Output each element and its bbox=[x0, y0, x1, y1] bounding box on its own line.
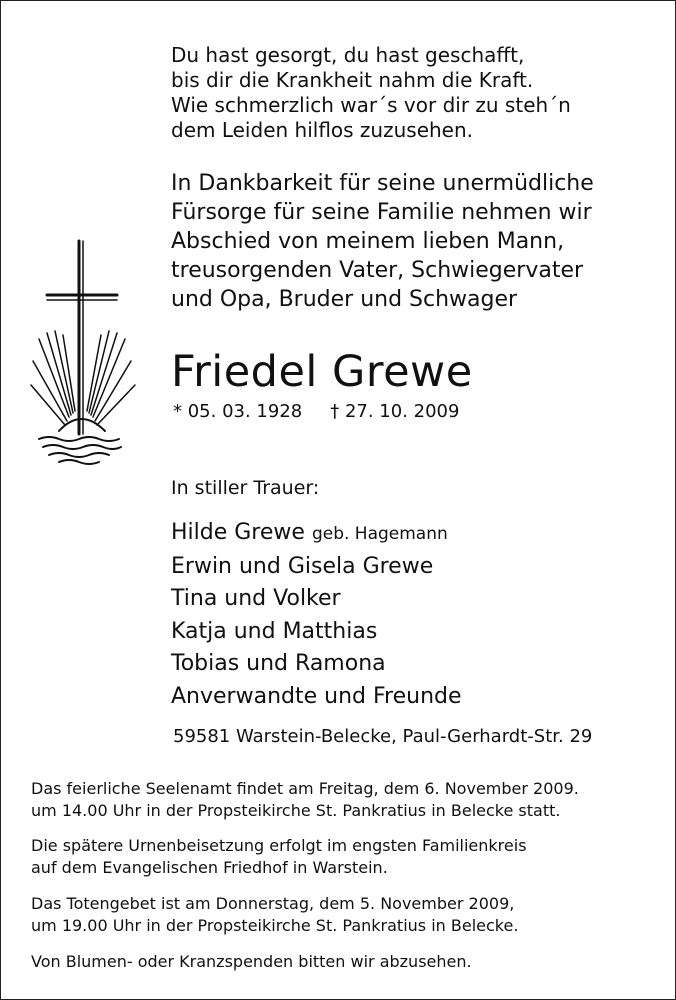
wife-maiden-name: geb. Hagemann bbox=[311, 524, 448, 544]
notice-line: Von Blumen- oder Kranzspenden bitten wir abzusehen. bbox=[31, 952, 472, 971]
family-member: Erwin und Gisela Grewe bbox=[171, 553, 434, 579]
wife-name: Hilde Grewe bbox=[171, 520, 305, 545]
poem-verse bbox=[171, 43, 571, 143]
intro-line: Fürsorge für seine Familie nehmen wir bbox=[171, 200, 592, 225]
family-member: Tina und Volker bbox=[171, 586, 341, 611]
notice-burial bbox=[31, 835, 527, 879]
notice-prayer bbox=[31, 893, 518, 937]
intro-text bbox=[171, 169, 594, 314]
poem-line: Wie schmerzlich war´s vor dir zu steh´n bbox=[171, 93, 571, 117]
notice-flowers bbox=[31, 951, 472, 973]
notice-requiem bbox=[31, 778, 579, 822]
notice-line: Das Totengebet ist am Donnerstag, dem 5. November 2009, bbox=[31, 894, 515, 913]
intro-line: und Opa, Bruder und Schwager bbox=[171, 287, 518, 312]
mourning-label: In stiller Trauer: bbox=[171, 477, 320, 499]
notice-line: um 14.00 Uhr in der Propsteikirche St. Pankratius in Belecke statt. bbox=[31, 801, 561, 820]
cross-sunrise-icon bbox=[29, 239, 139, 469]
family-member: Tobias und Ramona bbox=[171, 651, 386, 676]
poem-line: dem Leiden hilflos zuzusehen. bbox=[171, 118, 474, 142]
notice-line: um 19.00 Uhr in der Propsteikirche St. Pankratius in Belecke. bbox=[31, 916, 519, 935]
family-member: Anverwandte und Freunde bbox=[171, 683, 462, 709]
deceased-name: Friedel Grewe bbox=[171, 347, 473, 397]
family-member: Katja und Matthias bbox=[171, 618, 378, 644]
death-date: † 27. 10. 2009 bbox=[330, 401, 460, 422]
poem-line: bis dir die Krankheit nahm die Kraft. bbox=[171, 68, 534, 92]
notice-line: auf dem Evangelischen Friedhof in Warstein. bbox=[31, 858, 388, 877]
intro-line: In Dankbarkeit für seine unermüdliche bbox=[171, 171, 594, 196]
birth-date: * 05. 03. 1928 bbox=[173, 401, 303, 422]
poem-line: Du hast gesorgt, du hast geschafft, bbox=[171, 43, 525, 67]
address: 59581 Warstein-Belecke, Paul-Gerhardt-Str. 29 bbox=[173, 726, 593, 747]
notice-line: Die spätere Urnenbeisetzung erfolgt im engsten Familienkreis bbox=[31, 836, 527, 855]
intro-line: treusorgenden Vater, Schwiegervater bbox=[171, 258, 584, 283]
notice-line: Das feierliche Seelenamt findet am Freitag, dem 6. November 2009. bbox=[31, 779, 579, 798]
life-dates bbox=[173, 401, 459, 423]
family-member-wife bbox=[171, 517, 462, 551]
intro-line: Abschied von meinem lieben Mann, bbox=[171, 229, 565, 254]
family-list bbox=[171, 517, 462, 713]
